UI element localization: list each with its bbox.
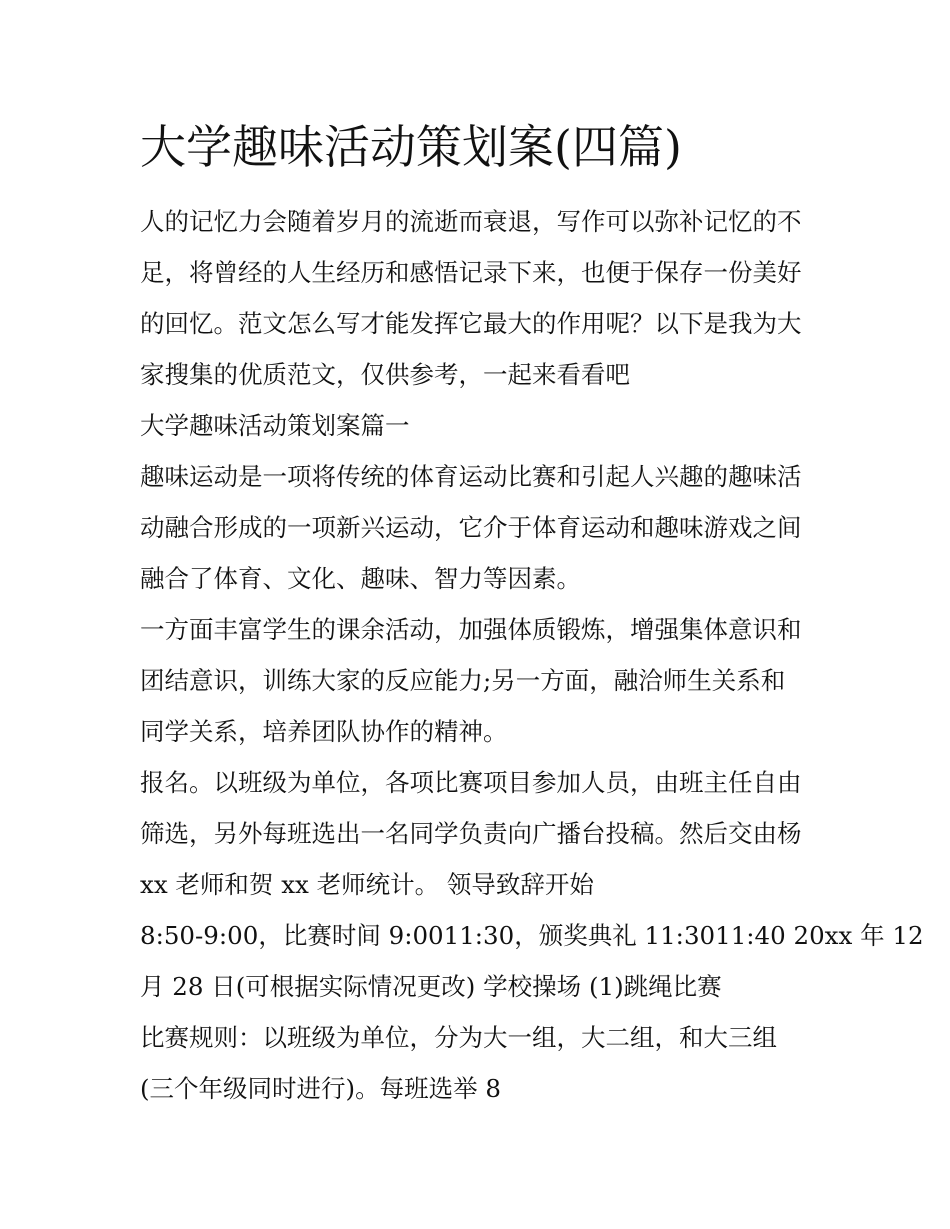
paragraph-line: (三个年级同时进行)。每班选举 8 [140, 1074, 501, 1103]
paragraph-line: 融合了体育、文化、趣味、智力等因素。 [140, 564, 581, 593]
paragraph-line: 人的记忆力会随着岁月的流逝而衰退，写作可以弥补记忆的不 [140, 207, 802, 236]
paragraph-line: 家搜集的优质范文，仅供参考，一起来看看吧 [140, 360, 630, 389]
paragraph-line: 报名。以班级为单位，各项比赛项目参加人员，由班主任自由 [140, 768, 802, 797]
paragraph-line: 足，将曾经的人生经历和感悟记录下来，也便于保存一份美好 [140, 258, 802, 287]
section-heading: 大学趣味活动策划案篇一 [140, 411, 410, 440]
paragraph-line: 动融合形成的一项新兴运动，它介于体育运动和趣味游戏之间 [140, 513, 802, 542]
paragraph-line: 的回忆。范文怎么写才能发挥它最大的作用呢？以下是我为大 [140, 309, 802, 338]
paragraph-line: 一方面丰富学生的课余活动，加强体质锻炼，增强集体意识和 [140, 615, 802, 644]
paragraph-line: xx 老师和贺 xx 老师统计。 领导致辞开始 [140, 870, 594, 899]
paragraph-line: 筛选，另外每班选出一名同学负责向广播台投稿。然后交由杨 [140, 819, 802, 848]
paragraph-line: 趣味运动是一项将传统的体育运动比赛和引起人兴趣的趣味活 [140, 462, 802, 491]
paragraph-line: 比赛规则：以班级为单位，分为大一组，大二组，和大三组 [140, 1023, 777, 1052]
paragraph-line: 8:50-9:00，比赛时间 9:0011:30，颁奖典礼 11:3011:40 20xx 年 12 [140, 921, 924, 950]
paragraph-line: 月 28 日(可根据实际情况更改) 学校操场 (1)跳绳比赛 [140, 972, 722, 1001]
paragraph-line: 团结意识，训练大家的反应能力;另一方面，融洽师生关系和 [140, 666, 786, 695]
paragraph-line: 同学关系，培养团队协作的精神。 [140, 717, 508, 746]
document-title: 大学趣味活动策划案(四篇) [140, 120, 682, 174]
